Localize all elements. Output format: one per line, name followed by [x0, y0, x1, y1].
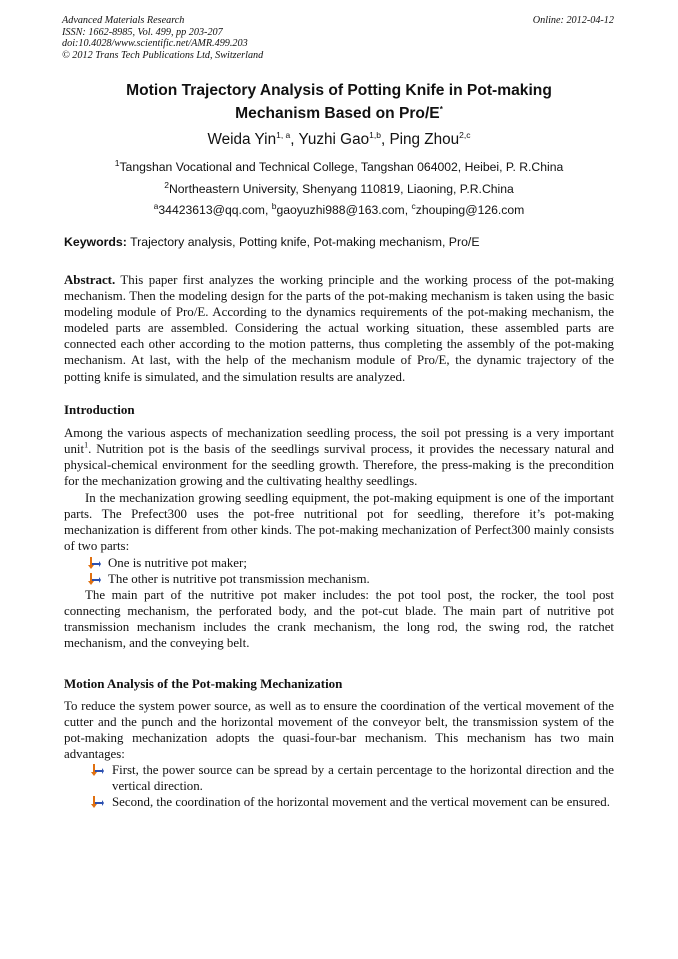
motion-bullet-2: Second, the coordination of the horizontal movement and the vertical movement can be ensured.: [112, 795, 610, 809]
title-line-1: Motion Trajectory Analysis of Potting Knife in Pot-making: [126, 82, 552, 99]
journal-name: Advanced Materials Research: [62, 15, 185, 26]
title-line-2: Mechanism Based on Pro/E*: [235, 105, 443, 123]
intro-bullet-1: One is nutritive pot maker;: [108, 556, 247, 570]
intro-paragraph-3: The main part of the nutritive pot maker includes: the pot tool post, the rocker, the tool post connecting mechanism, the perforated body, and the pot-cut blade. The main part of nutritive pot transmission mechanism includes the crank mechanism, the long rod, the swing rod, the ratchet mechanism, and the conveying belt.: [64, 588, 614, 651]
author: Ping Zhou$^{2,c}$: [389, 130, 471, 149]
paper-title: [60, 81, 618, 123]
online-date: Online: 2012-04-12: [532, 15, 614, 26]
journal-doi: doi:10.4028/www.scientific.net/AMR.499.203: [62, 38, 248, 50]
abstract-text: This paper first analyzes the working principle and the working process of the pot-making mechanism. Then the modeling design for the parts of the pot-making mechanism is taken using the basic modeling module of Pro/E. According to the dynamics requirements of the pot-making mechanism, the modeled parts are assembled. Considering the actual working situation, these assembled parts are connected each other according to the motion patterns, thus completing the assembly of the pot-making mechanism. At last, with the help of the mechanism module of Pro/E, the dynamic trajectory of the potting knife is simulated, and the simulation results are analyzed.: [64, 273, 614, 384]
affiliation-2: $^2$Northeastern University, Shenyang 110819, Liaoning, P.R.China: [164, 180, 514, 197]
journal-issn: ISSN: 1662-8985, Vol. 499, pp 203-207: [62, 26, 223, 38]
author: Yuzhi Gao$^{1,b}$,: [298, 130, 390, 149]
abstract-label: Abstract.: [64, 273, 116, 287]
bullet-arrow-icon: [90, 795, 104, 809]
author-list: [60, 130, 618, 149]
section-heading-motion-analysis: Motion Analysis of the Pot-making Mechanization: [64, 676, 343, 691]
author: Weida Yin$^{1, a}$,: [207, 130, 299, 149]
bullet-arrow-icon: [87, 572, 101, 586]
affiliation-1: $^1$Tangshan Vocational and Technical College, Tangshan 064002, Heibei, P. R.China: [114, 158, 564, 175]
bullet-arrow-icon: [90, 763, 104, 777]
intro-paragraph-2: In the mechanization growing seedling equipment, the pot-making equipment is one of the important parts. The Prefect300 uses the pot-free nutritional pot for seedling, therefore it’s pot-making mechanization is different from other kinds. The pot-making mechanization of Perfect300 mainly consists of two parts:: [64, 491, 614, 554]
intro-bullet-2: The other is nutritive pot transmission mechanism.: [108, 572, 370, 586]
journal-copyright: © 2012 Trans Tech Publications Ltd, Switzerland: [62, 49, 264, 61]
keywords-text: Trajectory analysis, Potting knife, Pot-making mechanism, Pro/E: [130, 235, 480, 249]
keywords-label: Keywords:: [64, 235, 127, 249]
title-footnote-mark: *: [439, 105, 443, 114]
abstract: [64, 272, 614, 385]
keywords: [64, 235, 480, 249]
email-list: $^a$34423613@qq.com, $^b$gaoyuzhi988@163.com, $^c$zhouping@126.com: [153, 201, 525, 218]
intro-paragraph-1: Among the various aspects of mechanization seedling process, the soil pot pressing is a very important unit$^1$. Nutrition pot is the basis of the seedlings survival process, it provides the necessary natural and physical-chemical environment for the seedling growth. Therefore, the press-making is the precondition for the mechanization growing and the cultivating healthy seedlings.: [64, 426, 614, 489]
motion-bullet-1: First, the power source can be spread by a certain percentage to the horizontal direction and the vertical direction.: [112, 763, 614, 794]
bullet-arrow-icon: [87, 556, 101, 570]
section-heading-introduction: Introduction: [64, 402, 135, 417]
journal-header: [62, 15, 263, 61]
motion-paragraph-1: To reduce the system power source, as well as to ensure the coordination of the vertical movement of the cutter and the punch and the horizontal movement of the conveyor belt, the transmission system of the pot-making mechanization adopts the quasi-four-bar mechanism. This mechanism has two main advantages:: [64, 699, 614, 762]
citation-mark: 1: [84, 440, 89, 450]
